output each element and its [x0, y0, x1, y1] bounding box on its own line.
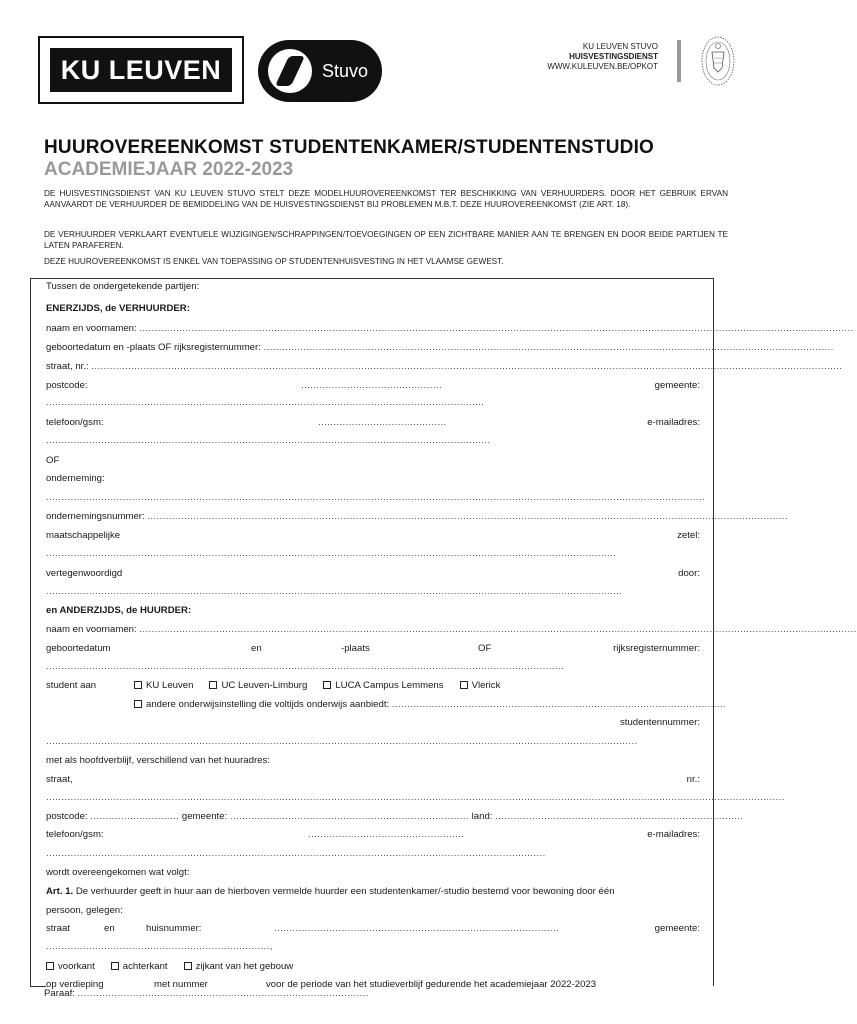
side-checkbox[interactable]: zijkant van het gebouw [184, 961, 294, 973]
company-number-label: ondernemingsnummer: [46, 511, 145, 522]
tenant-birth-label-c: -plaats [341, 643, 370, 654]
landlord-name-label: naam en voornamen: [46, 323, 137, 334]
intro-paragraph-3: DEZE HUUROVEREENKOMST IS ENKEL VAN TOEPASSING OP STUDENTENHUISVESTING IN HET VLAAMSE GEWEST. [44, 257, 504, 266]
contact-line-2: HUISVESTINGSDIENST [569, 52, 658, 61]
tenant-name-field[interactable]: naam en voornamen: .......................................................................................................................................................................................................................................... [46, 624, 857, 635]
tenant-birth-label-b: en [251, 643, 262, 654]
tenant-birth-label-a: geboortedatum [46, 643, 111, 654]
tenant-birth-dots[interactable]: ......................................................................................................................................................................... [46, 661, 565, 672]
checkbox-icon [209, 681, 217, 689]
landlord-postcode-field[interactable]: postcode: .............................................. gemeente: [46, 380, 700, 391]
rental-street-label-c: huisnummer: [146, 923, 202, 934]
inst-other-label: andere onderwijsinstelling die voltijds onderwijs aanbiedt: [146, 699, 390, 710]
checkbox-icon [460, 681, 468, 689]
floor-label-a: op verdieping [46, 979, 104, 990]
checkbox-icon [46, 962, 54, 970]
checkbox-icon [111, 962, 119, 970]
stuvo-s-icon [268, 49, 312, 93]
landlord-municipality-label: gemeente: [654, 380, 700, 391]
inst-vlerick-checkbox[interactable]: Vlerick [460, 680, 501, 692]
rental-municipality-label: gemeente: [654, 923, 700, 934]
residence-postcode-label: postcode: [46, 811, 88, 822]
represented-field[interactable] [46, 568, 700, 580]
represented-dots[interactable]: ............................................................................................................................................................................................ [46, 586, 623, 597]
checkbox-icon [184, 962, 192, 970]
registered-office-dots[interactable]: .......................................................................................................................................................................................... [46, 548, 617, 559]
university-seal-icon [700, 34, 736, 88]
represented-label-b: door: [678, 568, 700, 579]
ku-leuven-logo [38, 36, 244, 104]
residence-phone-label: telefoon/gsm: [46, 829, 104, 840]
contract-form [30, 278, 857, 990]
floor-label-c: voor de periode van het studieverblijf gedurende het academiejaar 2022-2023 [266, 979, 597, 990]
article-1-label: Art. 1. [46, 886, 74, 897]
main-residence-label: met als hoofdverblijf, verschillend van het huuradres: [46, 755, 270, 766]
tenant-name-label: naam en voornamen: [46, 624, 137, 635]
student-at-label: student aan [46, 680, 97, 691]
landlord-heading: ENERZIJDS, de VERHUURDER: [46, 303, 190, 314]
header-divider [677, 40, 681, 82]
landlord-birth-field[interactable]: geboortedatum en -plaats OF rijksregisternummer: .......................................................................................................................................................................................... [46, 342, 834, 353]
article-1-body: De verhuurder geeft in huur aan de hierboven vermelde huurder een studentenkamer/-studio bestemd voor bewoning door één [73, 886, 615, 897]
student-at-row [46, 680, 700, 692]
page-subtitle: ACADEMIEJAAR 2022-2023 [44, 159, 294, 180]
floor-label-b: met nummer [154, 979, 208, 990]
front-checkbox[interactable]: voorkant [46, 961, 95, 973]
residence-postcode-row[interactable]: postcode: ............................. gemeente: .............................................................................. land: ................................................................................. [46, 811, 744, 822]
landlord-phone-label: telefoon/gsm: [46, 417, 104, 428]
rental-position-row [46, 961, 700, 973]
landlord-street-label: straat, nr.: [46, 361, 89, 372]
intro-paragraph-2: DE VERHUURDER VERKLAART EVENTUELE WIJZIGINGEN/SCHRAPPINGEN/TOEVOEGINGEN OP EEN ZICHTBARE MANIER AAN TE BRENGEN EN DOOR BEIDE PARTIJEN TE LATEN PARAFEREN. [44, 230, 728, 250]
residence-street-dots[interactable]: ................................................................................................................................................................................................................................................. [46, 792, 785, 803]
residence-street-label: straat, [46, 774, 73, 785]
landlord-email-dots[interactable]: ................................................................................................................................................. [46, 435, 491, 446]
residence-phone-field[interactable]: telefoon/gsm: ................................................... e-mailadres: [46, 829, 700, 840]
inst-ku-leuven-checkbox[interactable]: KU Leuven [134, 680, 193, 692]
landlord-name-field[interactable]: naam en voornamen: ......................................................................................................................................................................................................................................... [46, 323, 854, 334]
paraf-label: Paraaf: [44, 988, 75, 999]
ku-leuven-logo-text: KU LEUVEN [50, 48, 232, 92]
tenant-birth-label-e: rijksregisternummer: [613, 643, 700, 654]
stuvo-logo [258, 40, 382, 102]
landlord-birth-label: geboortedatum en -plaats OF rijksregisternummer: [46, 342, 261, 353]
tenant-heading: en ANDERZIJDS, de HUURDER: [46, 605, 192, 616]
checkbox-icon [134, 681, 142, 689]
contact-line-1: KU LEUVEN STUVO [582, 42, 658, 51]
contact-block [547, 42, 658, 72]
student-number-label: studentennummer: [620, 717, 700, 728]
rental-street-label-a: straat [46, 923, 70, 934]
residence-street-field[interactable] [46, 774, 700, 786]
back-checkbox[interactable]: achterkant [111, 961, 168, 973]
rental-street-field[interactable]: straat en huisnummer: ............................................................................................. gemeente: [46, 923, 700, 934]
registered-office-label-b: zetel: [677, 530, 700, 541]
inst-ucll-checkbox[interactable]: UC Leuven-Limburg [209, 680, 307, 692]
company-number-field[interactable]: ondernemingsnummer: ................................................................................................................................................................................................................. [46, 511, 789, 522]
represented-label-a: vertegenwoordigd [46, 568, 123, 579]
inst-luca-checkbox[interactable]: LUCA Campus Lemmens [323, 680, 443, 692]
landlord-postcode-label: postcode: [46, 380, 88, 391]
rental-street-label-b: en [104, 923, 115, 934]
residence-email-label: e-mailadres: [647, 829, 700, 840]
residence-country-label: land: [471, 811, 493, 822]
residence-email-dots[interactable]: ................................................................................................................................................................... [46, 848, 546, 859]
student-number-field[interactable] [46, 717, 700, 729]
contact-line-3: WWW.KULEUVEN.BE/OPKOT [547, 62, 658, 71]
checkbox-icon [323, 681, 331, 689]
company-label: onderneming: [46, 473, 105, 484]
agreed-label: wordt overeengekomen wat volgt: [46, 867, 190, 878]
registered-office-label-a: maatschappelijke [46, 530, 121, 541]
parties-line: Tussen de ondergetekende partijen: [46, 281, 200, 292]
article-1-text [46, 886, 700, 898]
landlord-street-field[interactable]: straat, nr.: ..................................................................................................................................................................................................................................................... [46, 361, 843, 372]
paraf-divider [30, 986, 46, 987]
page-title: HUUROVEREENKOMST STUDENTENKAMER/STUDENTENSTUDIO [44, 137, 655, 158]
stuvo-logo-text: Stuvo [322, 60, 369, 81]
article-1-cont: persoon, gelegen: [46, 905, 123, 916]
inst-other-checkbox[interactable] [134, 700, 142, 708]
intro-paragraph-1: DE HUISVESTINGSDIENST VAN KU LEUVEN STUVO STELT DEZE MODELHUUROVEREENKOMST TER BESCHIKKING VAN VERHUURDERS. DOOR HET GEBRUIK ERVAN AANVAARDT DE VERHUURDER DE BEMIDDELING VAN DE HUISVESTINGSDIENST BIJ PROBLEMEN M.B.T. DEZE HUUROVEREENKOMST (ZIE ART. 18). [44, 189, 728, 209]
company-dots[interactable]: ....................................................................................................................................................................................................................... [46, 492, 706, 503]
or-label: OF [46, 455, 60, 466]
rental-municipality-dots[interactable]: ........................................................................., [46, 941, 273, 952]
floor-row [46, 979, 700, 990]
tenant-birth-field[interactable] [46, 643, 700, 655]
inst-other-row[interactable]: andere onderwijsinstelling die voltijds onderwijs aanbiedt: ............................................................................................................. [46, 699, 700, 711]
residence-municipality-label: gemeente: [181, 811, 228, 822]
residence-nr-label: nr.: [686, 774, 700, 785]
student-number-dots[interactable]: ................................................................................................................................................................................................. [46, 736, 638, 747]
tenant-birth-label-d: OF [478, 643, 492, 654]
registered-office-field[interactable] [46, 530, 700, 542]
landlord-email-label: e-mailadres: [647, 417, 700, 428]
paraf-field[interactable]: Paraaf: ............................................................................................... [44, 988, 369, 999]
landlord-phone-field[interactable]: telefoon/gsm: .......................................... e-mailadres: [46, 417, 700, 428]
landlord-municipality-dots[interactable]: ............................................................................................................................................... [46, 397, 485, 408]
